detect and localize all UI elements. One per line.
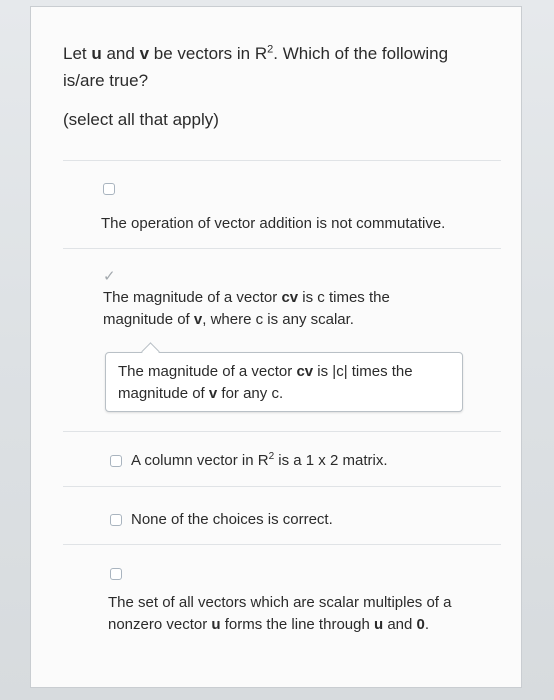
- option-2-text-part: The magnitude of a vector: [103, 289, 282, 306]
- feedback-box: [105, 352, 463, 412]
- option-2-text-part: v: [193, 311, 203, 328]
- option-5-text-part: .: [424, 616, 430, 633]
- divider: [63, 160, 501, 161]
- option-5-text: [108, 592, 468, 636]
- option-5-text-part: The set of all vectors which are scalar multiples of a nonzero vector: [108, 594, 452, 633]
- feedback-text-part: The magnitude of a vector: [118, 363, 297, 380]
- divider: [63, 248, 501, 249]
- option-4-checkbox[interactable]: [110, 514, 122, 526]
- option-1-text: The operation of vector addition is not commutative.: [101, 215, 446, 232]
- feedback-text: [118, 361, 448, 405]
- question-and: and: [101, 44, 140, 63]
- feedback-text-part: is |c| times the magnitude of: [118, 363, 413, 402]
- option-2-text-part: is c times the magnitude of: [103, 289, 390, 328]
- divider: [63, 431, 501, 432]
- option-3-text-part: is a 1 x 2 matrix.: [274, 452, 388, 469]
- question-card: [30, 6, 522, 688]
- option-1-checkbox[interactable]: [103, 183, 115, 195]
- vector-v: v: [139, 44, 150, 63]
- option-5-text-part: u: [211, 616, 221, 633]
- question-text: [63, 40, 493, 94]
- option-2-text: [103, 287, 463, 331]
- option-5-text-part: u: [373, 616, 384, 633]
- option-5-checkbox[interactable]: [110, 568, 122, 580]
- check-icon[interactable]: ✓: [103, 268, 116, 285]
- exponent: 2: [267, 43, 274, 56]
- question-suffix: . Which of the following is/are true?: [63, 44, 449, 90]
- feedback-text-part: cv: [296, 363, 314, 380]
- option-5-text-part: forms the line through: [220, 616, 374, 633]
- instruction-text: (select all that apply): [63, 110, 219, 129]
- divider: [63, 486, 501, 487]
- option-2-text-part: cv: [281, 289, 299, 306]
- option-3-text-part: A column vector in R: [131, 452, 269, 469]
- option-3-text: [131, 450, 471, 472]
- option-5-text-part: and: [383, 616, 417, 633]
- option-4-text: None of the choices is correct.: [131, 511, 333, 528]
- exponent: 2: [268, 451, 275, 462]
- feedback-text-part: for any c.: [217, 385, 284, 402]
- option-2-text-part: , where c is any scalar.: [202, 311, 354, 328]
- question-middle: be vectors in R: [149, 44, 268, 63]
- option-5-text-part: 0: [416, 616, 425, 633]
- option-3-checkbox[interactable]: [110, 455, 122, 467]
- question-prefix: Let: [63, 44, 92, 63]
- feedback-text-part: v: [208, 385, 218, 402]
- vector-u: u: [91, 44, 102, 63]
- divider: [63, 544, 501, 545]
